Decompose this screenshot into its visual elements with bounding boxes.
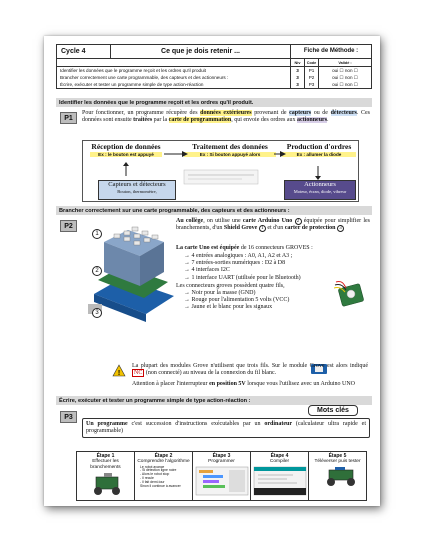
p2-wires: Les connecteurs groves possèdent quatre fils, [176,283,285,289]
step-2: Étape 2 Comprendre l'algorithme Le robot avance - Si détection ligne noire - Alors le robot stop - Il recule - Il fait demi-tour Sinon il continue à avancer [134,451,193,501]
robot-test-illustration [311,466,365,488]
valide-checkboxes[interactable]: oui ☐ non ☐ [332,82,358,87]
capteurs-box: Capteurs et détecteurs Bouton, thermomètre, [98,180,176,200]
p2-wires-list: → Noir pour la masse (GND) → Rouge pour l'alimentation 5 volts (VCC) → Jaune et le blanc pour les signaux [184,290,290,311]
mots-cles-badge: Mots clés [308,405,358,416]
p1-paragraph: Pour fonctionner, un programme récupère des données extérieures provenant de capteurs ou de détecteurs. Ces données sont ensuite traitées par la carte de programmation, qui envoie des ordres aux actionneurs. [82,110,370,124]
fiche-label: Fiche de Méthode : [303,48,359,54]
objective-row: Brancher correctement une carte programmable, des capteurs et des actionneurs : 3 P2 oui ☐ non ☐ [57,74,371,81]
step-4: Étape 4 Compiler [250,451,309,501]
grove-module-illustration [334,278,370,308]
objective-row: Écrire, exécuter et tester un programme simple de type action-réaction 3 P3 oui ☐ non ☐ [57,81,371,88]
program-screenshot [195,466,249,496]
callout-1: 1 [92,229,102,239]
tag-p1: P1 [60,112,77,124]
valide-checkboxes[interactable]: oui ☐ non ☐ [332,75,358,80]
col-niv: Niv [291,59,305,66]
col-code: Code [305,59,319,66]
reception-block: Réception de données Ex : le bouton est appuyé [91,142,161,157]
traitement-block: Traitement des données Ex : Si bouton appuyé alors [184,142,276,157]
p2-nc-note: La plupart des modules Grove n'utilisent que trois fils. Sur le module Grove est alors indiqué NC (non connecté) au niveau de la connexion du fil blanc. [132,363,368,377]
tag-p3: P3 [60,411,77,423]
page-title: Ce que je dois retenir ... [111,45,291,58]
col-valide: Validé : [338,60,352,65]
cycle-label: Cycle 4 [57,45,111,58]
tag-p2: P2 [60,220,77,232]
p3-definition: Un programme c'est succession d'instructions exécutables par un ordinateur (calculateur ultra rapide et programmable) [82,418,370,438]
section-heading-p3: Écrire, exécuter et tester un programme simple de type action-réaction : [56,396,372,405]
p2-switch-note: Attention à placer l'interrupteur en position 5V lorsque vous l'utilisez avec un Arduino UNO [132,381,355,387]
algorithm-text: Le robot avance - Si détection ligne noire - Alors le robot stop - Il recule - Il fait demi-tour Sinon il continue à avancer [140,464,181,488]
step-3: Étape 3 Programmer [192,451,251,501]
production-block: Production d'ordres Ex : allumer la diode [282,142,356,157]
section-heading-p2: Brancher correctement sur une carte programmable, des capteurs et des actionneurs : [56,206,372,215]
compile-screenshot [253,466,307,496]
header-table [56,44,372,89]
step-5: Étape 5 Téléverser puis tester [308,451,367,501]
objective-row: Identifier les données que le programme reçoit et les ordres qu'il produit 3 P1 oui ☐ non ☐ [57,67,371,74]
robot-illustration [78,471,134,497]
callout-3: 3 [92,308,102,318]
steps-table [76,451,366,501]
p2-connectors: La carte Uno est équipée de 16 connecteurs GROVES : [176,245,313,251]
section-heading-p1: Identifier les données que le programme reçoit et les ordres qu'il produit. [56,98,372,107]
step-1: Étape 1 Effectuer les branchements [76,451,135,501]
callout-2: 2 [92,266,102,276]
valide-checkboxes[interactable]: oui ☐ non ☐ [332,68,358,73]
p2-intro: Au collège, on utilise une carte Arduino Uno 2 équipée pour simplifier les branchements, d'un Shield Grove 1 et d'un carter de protection 3 [176,218,370,232]
actionneurs-box: Actionneurs Moteur, écran, diode, vibreur [284,180,356,200]
document-page [44,36,380,506]
p2-connectors-list: → 4 entrées analogiques : A0, A1, A2 et A3 ; → 7 entrées-sorties numériques : D2 à D8 → 4 interfaces I2C → 1 interface UART (utilisée pour le Bluetooth) [184,253,301,281]
svg-text:!: ! [117,370,121,377]
warning-icon [112,364,126,378]
